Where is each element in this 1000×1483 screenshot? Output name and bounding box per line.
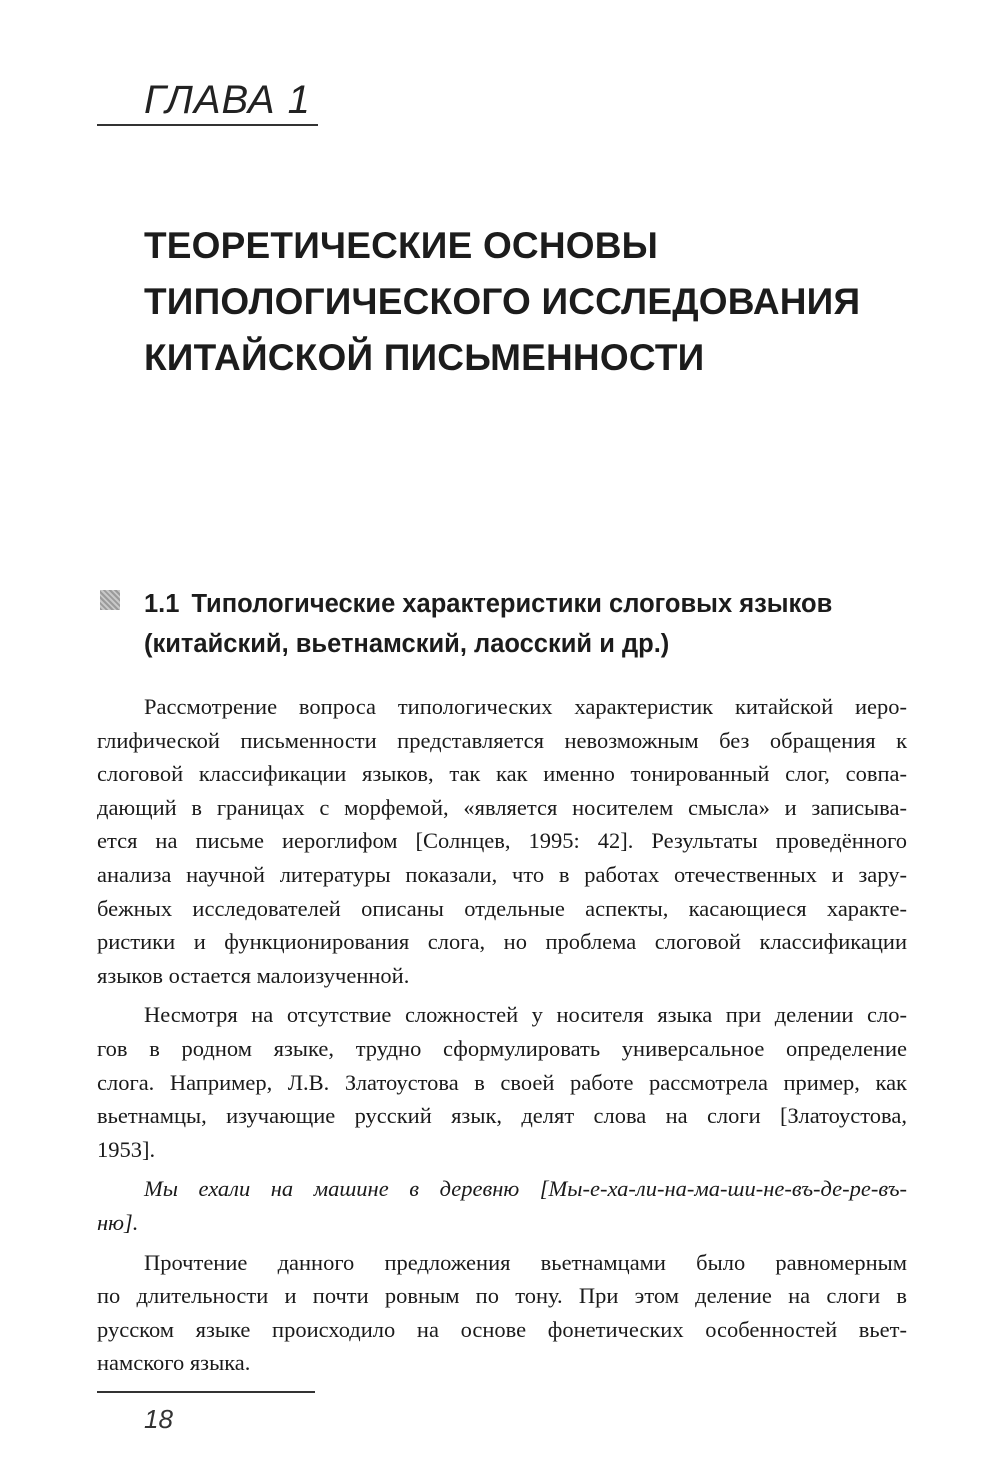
section-title: Типологические характеристики слоговых языков	[191, 590, 833, 618]
text-line: русском языке происходило на основе фонетических особенностей вьет-	[97, 1316, 907, 1342]
text-line: дающий в границах с морфемой, «является носителем смысла» и записыва-	[97, 794, 907, 820]
text-line: слоговой классификации языков, так как именно тонированный слог, совпа-	[97, 761, 907, 787]
section-heading-line	[144, 584, 944, 624]
chapter-rule	[97, 124, 318, 126]
text-line: намского языка.	[97, 1350, 251, 1376]
text-line: 1953].	[97, 1136, 156, 1162]
text-line: ню].	[97, 1209, 139, 1235]
chapter-title-line: ТЕОРЕТИЧЕСКИЕ ОСНОВЫ	[144, 225, 659, 266]
text-line: Мы ехали на машине в деревню [Мы-е-ха-ли-на-ма-ши-не-въ-де-ре-въ-	[144, 1176, 907, 1202]
text-line: гов в родном языке, трудно сформулировать универсальное определение	[97, 1035, 907, 1061]
section-number: 1.1	[144, 590, 180, 618]
text-line: Несмотря на отсутствие сложностей у носителя языка при делении сло-	[144, 1002, 907, 1028]
paragraph	[97, 690, 907, 992]
text-line: анализа научной литературы показали, что в работах отечественных и зару-	[97, 861, 907, 887]
chapter-title-line: ТИПОЛОГИЧЕСКОГО ИССЛЕДОВАНИЯ	[144, 281, 861, 322]
paragraph	[97, 1246, 907, 1380]
text-line: по длительности и почти ровным по тону. При этом деление на слоги в	[97, 1283, 907, 1309]
chapter-title-line: КИТАЙСКОЙ ПИСЬМЕННОСТИ	[144, 337, 705, 378]
text-line: вьетнамцы, изучающие русский язык, делят слова на слоги [Златоустова,	[97, 1103, 907, 1129]
section-heading	[144, 584, 944, 664]
text-line: Прочтение данного предложения вьетнамцами было равномерным	[144, 1249, 907, 1275]
text-line: языков остается малоизученной.	[97, 962, 410, 988]
text-line: Рассмотрение вопроса типологических характеристик китайской иеро-	[144, 694, 907, 719]
chapter-title	[144, 218, 944, 386]
text-line: ристики и функционирования слога, но проблема слоговой классификации	[97, 929, 907, 955]
text-line: бежных исследователей описаны отдельные аспекты, касающиеся характе-	[97, 895, 907, 921]
footer-rule	[97, 1391, 315, 1393]
page-number: 18	[144, 1404, 173, 1434]
text-line: слога. Например, Л.В. Златоустова в своей работе рассмотрела пример, как	[97, 1069, 907, 1095]
text-line: ется на письме иероглифом [Солнцев, 1995: 42]. Результаты проведённого	[97, 828, 907, 854]
paragraph	[97, 998, 907, 1166]
text-line: глифической письменности представляется невозможным без обращения к	[97, 727, 907, 753]
body-text	[97, 690, 907, 1380]
section-heading-line: (китайский, вьетнамский, лаосский и др.)	[144, 630, 670, 658]
chapter-label: ГЛАВА 1	[144, 78, 311, 122]
example-sentence	[97, 1172, 907, 1239]
section-marker-icon	[100, 590, 120, 610]
